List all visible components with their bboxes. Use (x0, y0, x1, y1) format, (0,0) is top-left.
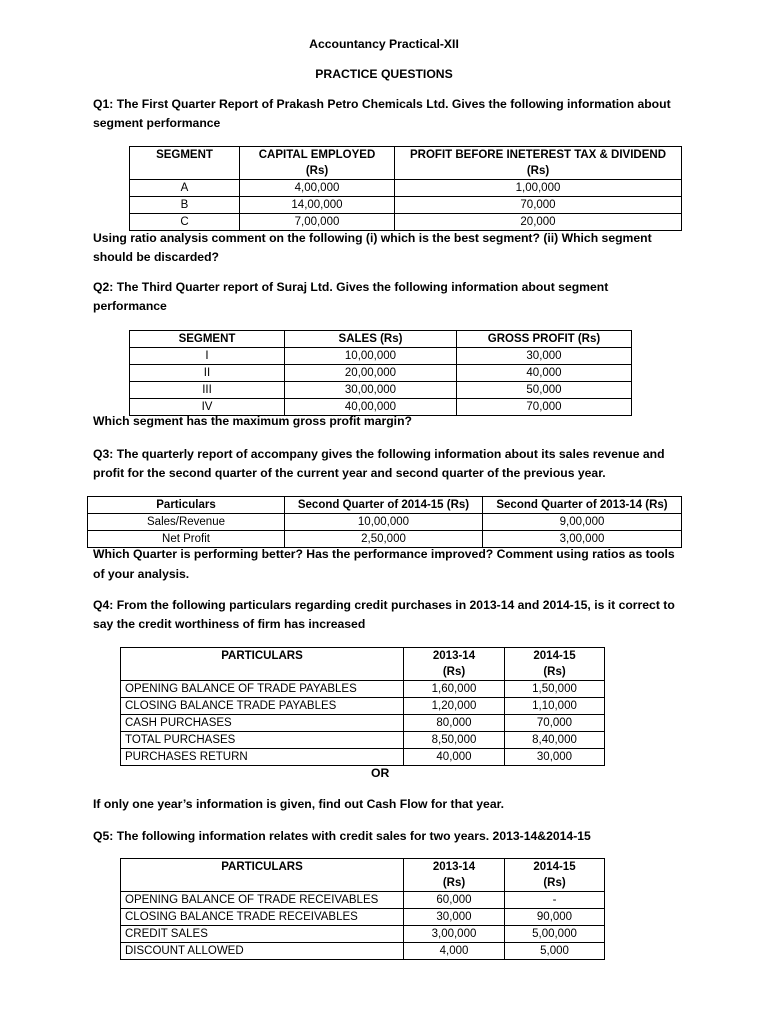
or-separator: OR (371, 766, 390, 780)
table-cell: 4,00,000 (240, 180, 395, 197)
table-row (121, 749, 605, 766)
table-cell: 60,000 (404, 892, 505, 909)
q1-text-line1: Q1: The First Quarter Report of Prakash Petro Chemicals Ltd. Gives the following information about (93, 97, 671, 111)
table-cell: 3,00,000 (483, 531, 682, 548)
table-row (130, 348, 632, 365)
table-cell: 10,00,000 (285, 348, 457, 365)
q4-purchases-table (120, 647, 605, 766)
table-cell: 1,10,000 (505, 698, 605, 715)
q2-text-line2: performance (93, 299, 167, 313)
table-cell: A (130, 180, 240, 197)
table-cell: 2,50,000 (285, 531, 483, 548)
table-header-cell: 2013-14 (Rs) (404, 648, 505, 681)
table-cell: 9,00,000 (483, 514, 682, 531)
table-cell: CASH PURCHASES (121, 715, 404, 732)
table-cell: 80,000 (404, 715, 505, 732)
document-title: Accountancy Practical-XII (309, 37, 459, 51)
table-cell: 40,000 (404, 749, 505, 766)
table-cell: 70,000 (395, 197, 682, 214)
table-cell: 1,00,000 (395, 180, 682, 197)
table-header-cell: Second Quarter of 2014-15 (Rs) (285, 497, 483, 514)
table-row (88, 531, 682, 548)
table-cell: 70,000 (505, 715, 605, 732)
table-cell: Net Profit (88, 531, 285, 548)
table-header-row (121, 859, 605, 892)
table-header-row (121, 648, 605, 681)
table-header-row (88, 497, 682, 514)
table-header-cell: CAPITAL EMPLOYED (Rs) (240, 147, 395, 180)
table-header-row (130, 331, 632, 348)
table-cell: 30,00,000 (285, 382, 457, 399)
table-cell: 20,000 (395, 214, 682, 231)
table-cell: 5,000 (505, 943, 605, 960)
table-row (121, 926, 605, 943)
table-cell: 5,00,000 (505, 926, 605, 943)
table-cell: 8,40,000 (505, 732, 605, 749)
table-row (121, 732, 605, 749)
table-row (121, 715, 605, 732)
table-cell: 1,20,000 (404, 698, 505, 715)
q5-credit-sales-table (120, 858, 605, 960)
q4-text-line2: say the credit worthiness of firm has increased (93, 617, 366, 631)
table-row (121, 943, 605, 960)
q4-after-line1: If only one year’s information is given, find out Cash Flow for that year. (93, 797, 505, 811)
table-cell: CLOSING BALANCE TRADE RECEIVABLES (121, 909, 404, 926)
table-row (88, 514, 682, 531)
q2-sales-table (129, 330, 632, 416)
table-cell: 1,60,000 (404, 681, 505, 698)
q1-after-line2: should be discarded? (93, 250, 219, 264)
q3-text-line2: profit for the second quarter of the current year and second quarter of the previous year. (93, 466, 606, 480)
table-cell: 40,000 (457, 365, 632, 382)
table-header-cell: PROFIT BEFORE INETEREST TAX & DIVIDEND (Rs) (395, 147, 682, 180)
table-cell: 7,00,000 (240, 214, 395, 231)
table-cell: II (130, 365, 285, 382)
q3-quarter-table (87, 496, 682, 548)
table-cell: DISCOUNT ALLOWED (121, 943, 404, 960)
q1-text-line2: segment performance (93, 116, 221, 130)
table-row (130, 180, 682, 197)
table-cell: 30,000 (404, 909, 505, 926)
table-cell: B (130, 197, 240, 214)
table-row (121, 892, 605, 909)
table-cell: PURCHASES RETURN (121, 749, 404, 766)
table-cell: 40,00,000 (285, 399, 457, 416)
table-header-cell: 2014-15 (Rs) (505, 648, 605, 681)
document-subtitle: PRACTICE QUESTIONS (315, 67, 453, 81)
table-cell: 10,00,000 (285, 514, 483, 531)
q4-text-line1: Q4: From the following particulars regarding credit purchases in 2013-14 and 2014-15, is it correct to (93, 598, 675, 612)
table-cell: CREDIT SALES (121, 926, 404, 943)
table-row (121, 909, 605, 926)
q3-after-line2: of your analysis. (93, 567, 190, 581)
table-cell: Sales/Revenue (88, 514, 285, 531)
table-row (130, 214, 682, 231)
table-cell: - (505, 892, 605, 909)
table-cell: CLOSING BALANCE TRADE PAYABLES (121, 698, 404, 715)
table-header-cell: 2014-15 (Rs) (505, 859, 605, 892)
table-row (130, 382, 632, 399)
table-row (130, 197, 682, 214)
table-cell: 70,000 (457, 399, 632, 416)
q3-after-line1: Which Quarter is performing better? Has the performance improved? Comment using ratios as tools (93, 547, 675, 561)
table-cell: 3,00,000 (404, 926, 505, 943)
q2-after-line1: Which segment has the maximum gross profit margin? (93, 414, 412, 428)
q2-text-line1: Q2: The Third Quarter report of Suraj Ltd. Gives the following information about segment (93, 280, 609, 294)
table-header-cell: SEGMENT (130, 147, 240, 180)
table-cell: C (130, 214, 240, 231)
table-header-cell: Second Quarter of 2013-14 (Rs) (483, 497, 682, 514)
q3-text-line1: Q3: The quarterly report of accompany gives the following information about its sales revenue and (93, 447, 665, 461)
table-cell: TOTAL PURCHASES (121, 732, 404, 749)
table-header-cell: 2013-14 (Rs) (404, 859, 505, 892)
table-cell: 1,50,000 (505, 681, 605, 698)
table-header-cell: GROSS PROFIT (Rs) (457, 331, 632, 348)
table-cell: IV (130, 399, 285, 416)
table-cell: 30,000 (457, 348, 632, 365)
table-cell: III (130, 382, 285, 399)
table-cell: 14,00,000 (240, 197, 395, 214)
table-cell: I (130, 348, 285, 365)
q1-segment-table (129, 146, 682, 231)
table-row (130, 365, 632, 382)
q1-after-line1: Using ratio analysis comment on the following (i) which is the best segment? (ii) Which segment (93, 231, 652, 245)
table-header-row (130, 147, 682, 180)
table-cell: 50,000 (457, 382, 632, 399)
table-cell: 90,000 (505, 909, 605, 926)
table-cell: OPENING BALANCE OF TRADE RECEIVABLES (121, 892, 404, 909)
table-cell: 30,000 (505, 749, 605, 766)
table-cell: OPENING BALANCE OF TRADE PAYABLES (121, 681, 404, 698)
table-header-cell: PARTICULARS (121, 859, 404, 892)
table-cell: 8,50,000 (404, 732, 505, 749)
table-row (121, 698, 605, 715)
table-row (121, 681, 605, 698)
table-header-cell: PARTICULARS (121, 648, 404, 681)
table-header-cell: Particulars (88, 497, 285, 514)
table-header-cell: SEGMENT (130, 331, 285, 348)
table-cell: 20,00,000 (285, 365, 457, 382)
table-header-cell: SALES (Rs) (285, 331, 457, 348)
q5-text-line1: Q5: The following information relates with credit sales for two years. 2013-14&2014-15 (93, 829, 591, 843)
table-cell: 4,000 (404, 943, 505, 960)
